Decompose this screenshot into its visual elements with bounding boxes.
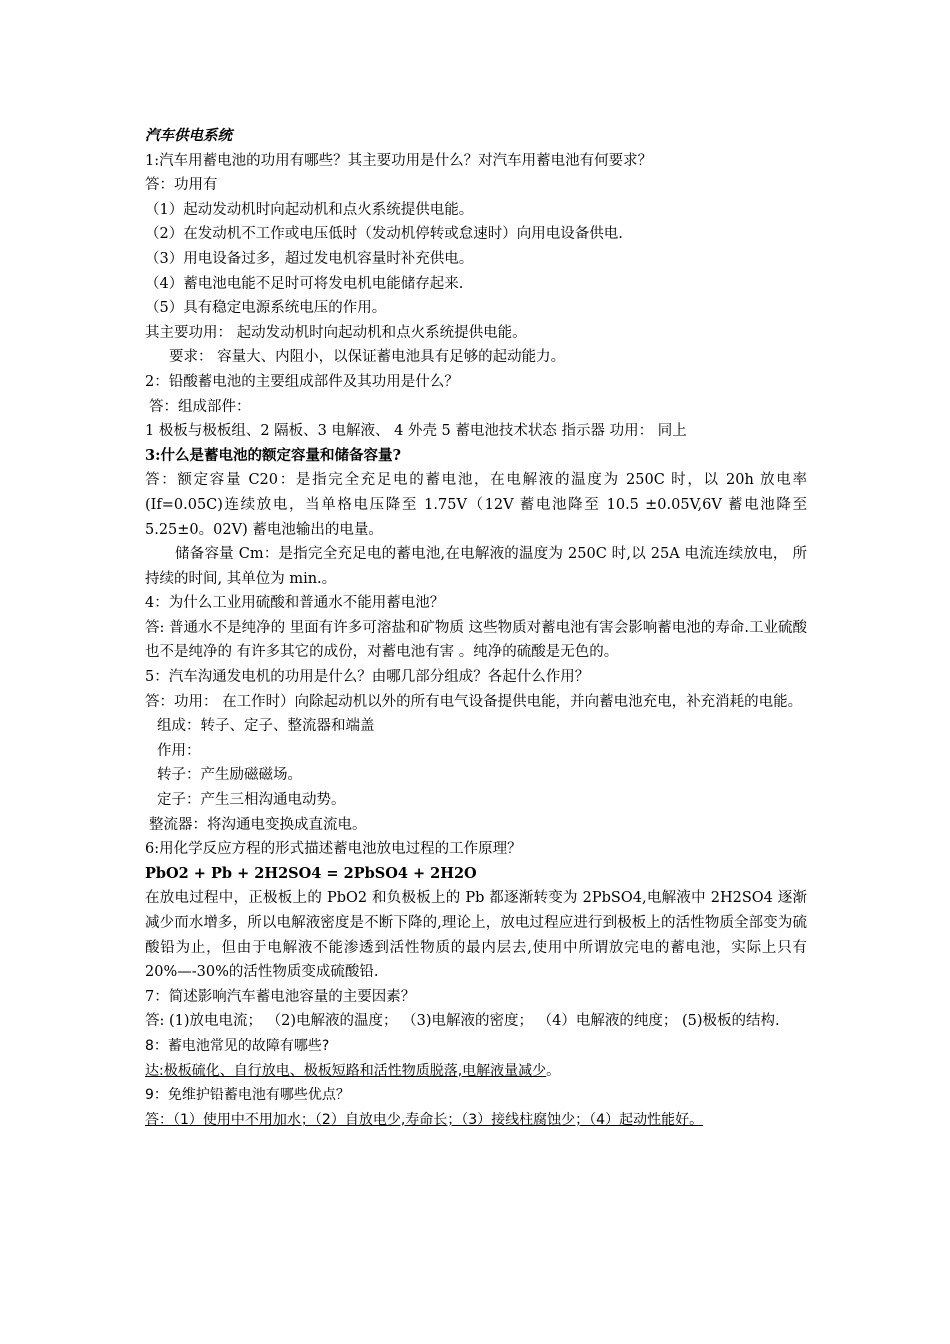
- q8-answer: 达:极板硫化、自行放电、极板短路和活性物质脱落,电解液量减少: [145, 1062, 547, 1079]
- q2-answer: 1 极板与极板组、2 隔板、3 电解液、 4 外壳 5 蓄电池技术状态 指示器 功用： 同上: [145, 423, 687, 440]
- q5-answer: 答：功用： 在工作时）向除起动机以外的所有电气设备提供电能，并向蓄电池充电，补充消耗的电能。: [145, 693, 803, 710]
- q5-stator: 定子：产生三相沟通电动势。: [157, 792, 346, 809]
- q1-item-3: （3）用电设备过多，超过发电机容量时补充供电。: [145, 250, 474, 267]
- q9-question: 9：免维护铅蓄电池有哪些优点？: [145, 1087, 350, 1104]
- q1-item-1: （1）起动发动机时向起动机和点火系统提供电能。: [145, 201, 474, 218]
- q5-role-label: 作用：: [157, 742, 201, 759]
- q1-item-2: （2）在发动机不工作或电压低时（发动机停转或怠速时）向用电设备供电.: [145, 226, 623, 243]
- q5-rectifier: 整流器：将沟通电变换成直流电。: [149, 816, 367, 833]
- document-body: [145, 124, 807, 1132]
- q3-reserve-capacity: 储备容量 Cm：是指完全充足电的蓄电池,在电解液的温度为 250C 时,以 25A 电流连续放电， 所持续的时间, 其单位为 min.。: [145, 546, 807, 587]
- q6-answer: 在放电过程中，正极板上的 PbO2 和负极板上的 Pb 都逐渐转变为 2PbSO4,电解液中 2H2SO4 逐渐减少而水增多，所以电解液密度是不断下降的,理论上，放电过程应进行到极板上的活性物质全部变为硫酸铅为止，但由于电解液不能渗透到活性物质的最内层去,使用中所谓放完电的蓄电池，实际上只有 20%—-30%的活性物质变成硫酸铅.: [145, 890, 807, 981]
- q1-requirement: 要求： 容量大、内阻小，以保证蓄电池具有足够的起动能力。: [169, 349, 566, 366]
- q7-question: 7：简述影响汽车蓄电池容量的主要因素？: [145, 988, 416, 1005]
- q2-question: 2：铅酸蓄电池的主要组成部件及其功用是什么？: [145, 373, 459, 390]
- q1-item-4: （4）蓄电池电能不足时可将发电机电能储存起来.: [145, 275, 464, 292]
- q3-rated-capacity: 答：额定容量 C20：是指完全充足电的蓄电池，在电解液的温度为 250C 时，以 20h 放电率(If=0.05C)连续放电，当单格电压降至 1.75V（12V 蓄电池降至 10.5 ±0.05V,6V 蓄电池降至 5.25±0。02V) 蓄电池输出的电量。: [145, 472, 807, 538]
- q2-answer-intro: 答：组成部件：: [149, 398, 251, 415]
- q4-question: 4：为什么工业用硫酸和普通水不能用蓄电池？: [145, 595, 445, 612]
- q6-question: 6:用化学反应方程的形式描述蓄电池放电过程的工作原理？: [145, 841, 522, 858]
- q7-answer: 答: (1)放电电流； （2)电解液的温度； （3)电解液的密度； （4）电解液的纯度； (5)极板的结构.: [145, 1013, 780, 1030]
- q4-answer: 答: 普通水不是纯净的 里面有许多可溶盐和矿物质 这些物质对蓄电池有害会影响蓄电池的寿命.工业硫酸也不是纯净的 有许多其它的成份，对蓄电池有害 。纯净的硫酸是无色的。: [145, 619, 807, 661]
- q8-answer-end: 。: [546, 1062, 561, 1079]
- q1-item-5: （5）具有稳定电源系统电压的作用。: [145, 300, 387, 317]
- q3-question: 3:什么是蓄电池的额定容量和储备容量?: [145, 446, 401, 464]
- q1-answer-intro: 答：功用有: [145, 177, 218, 194]
- document-title: 汽车供电系统: [145, 127, 232, 144]
- q5-composition: 组成：转子、定子、整流器和端盖: [157, 718, 375, 735]
- q1-main-function: 其主要功用： 起动发动机时向起动机和点火系统提供电能。: [145, 324, 527, 341]
- q5-question: 5：汽车沟通发电机的功用是什么？由哪几部分组成？各起什么作用？: [145, 669, 590, 686]
- q8-answer-line: [145, 1059, 807, 1084]
- q6-equation: PbO2 + Pb + 2H2SO4 = 2PbSO4 + 2H2O: [145, 864, 477, 882]
- q8-question: 8：蓄电池常见的故障有哪些?: [145, 1037, 330, 1054]
- q5-rotor: 转子：产生励磁磁场。: [157, 767, 302, 784]
- q1-question: 1:汽车用蓄电池的功用有哪些？其主要功用是什么？对汽车用蓄电池有何要求？: [145, 152, 653, 169]
- q9-answer: 答：（1）使用中不用加水；（2）自放电少,寿命长；（3）接线柱腐蚀少；（4）起动性能好。: [145, 1111, 704, 1128]
